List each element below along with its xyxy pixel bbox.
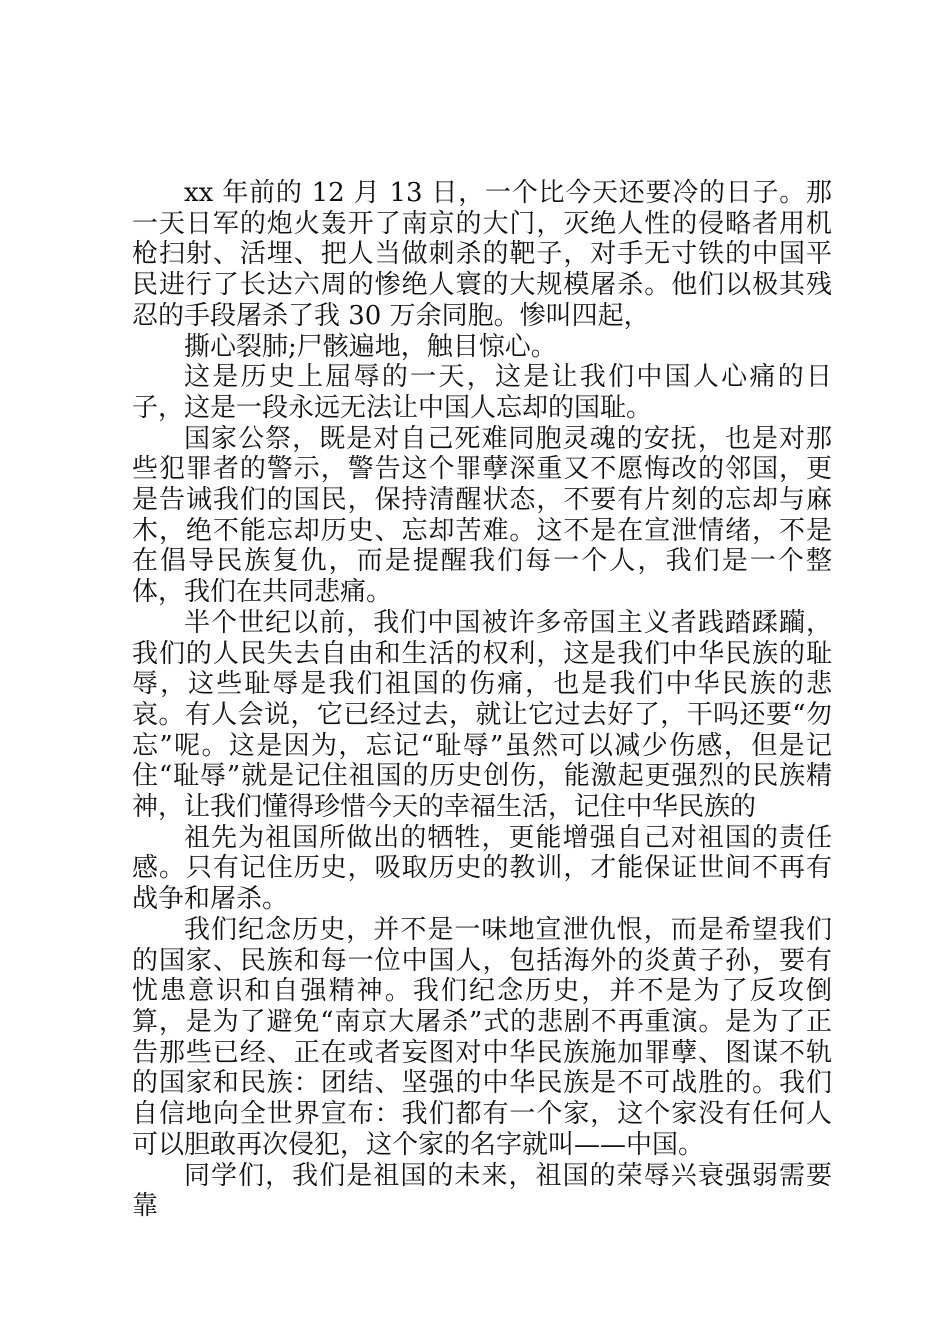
paragraph-5: 半个世纪以前，我们中国被许多帝国主义者践踏蹂躏，我们的人民失去自由和生活的权利，这是我们中华民族的耻辱，这些耻辱是我们祖国的伤痛，也是我们中华民族的悲哀。有人会说，它已经过去，就让它过去好了，干吗还要“勿忘”呢。这是因为，忘记“耻辱”虽然可以减少伤感，但是记住“耻辱”就是记住祖国的历史创伤，能激起更强烈的民族精神，让我们懂得珍惜今天的幸福生活，记住中华民族的 (132, 607, 832, 823)
paragraph-2: 撕心裂肺;尸骸遍地，触目惊心。 (184, 331, 557, 362)
paragraph-7: 我们纪念历史，并不是一味地宣泄仇恨，而是希望我们的国家、民族和每一位中国人，包括海外的炎黄子孙，要有忧患意识和自强精神。我们纪念历史，并不是为了反攻倒算，是为了避免“南京大屠杀”式的悲剧不再重演。是为了正告那些已经、正在或者妄图对中华民族施加罪孽、图谋不轨的国家和民族：团结、坚强的中华民族是不可战胜的。我们自信地向全世界宣布：我们都有一个家，这个家没有任何人可以胆敢再次侵犯，这个家的名字就叫——中国。 (132, 914, 832, 1160)
document-body (132, 178, 832, 1222)
paragraph-3: 这是历史上屈辱的一天，这是让我们中国人心痛的日子，这是一段永远无法让中国人忘却的国耻。 (132, 362, 832, 423)
paragraph-4: 国家公祭，既是对自己死难同胞灵魂的安抚，也是对那些犯罪者的警示，警告这个罪孽深重又不愿悔改的邻国，更是告诫我们的国民，保持清醒状态，不要有片刻的忘却与麻木，绝不能忘却历史、忘却苦难。这不是在宣泄情绪，不是在倡导民族复仇，而是提醒我们每一个人，我们是一个整体，我们在共同悲痛。 (132, 423, 832, 608)
paragraph-6: 祖先为祖国所做出的牺牲，更能增强自己对祖国的责任感。只有记住历史，吸取历史的教训，才能保证世间不再有战争和屠杀。 (132, 822, 832, 915)
paragraph-8: 同学们，我们是祖国的未来，祖国的荣辱兴衰强弱需要靠 (132, 1160, 832, 1222)
paragraph-1: xx 年前的 12 月 13 日，一个比今天还要冷的日子。那一天日军的炮火轰开了南京的大门，灭绝人性的侵略者用机枪扫射、活埋、把人当做刺杀的靶子，对手无寸铁的中国平民进行了长达六周的惨绝人寰的大规模屠杀。他们以极其残忍的手段屠杀了我 30 万余同胞。惨叫四起， (132, 178, 832, 331)
